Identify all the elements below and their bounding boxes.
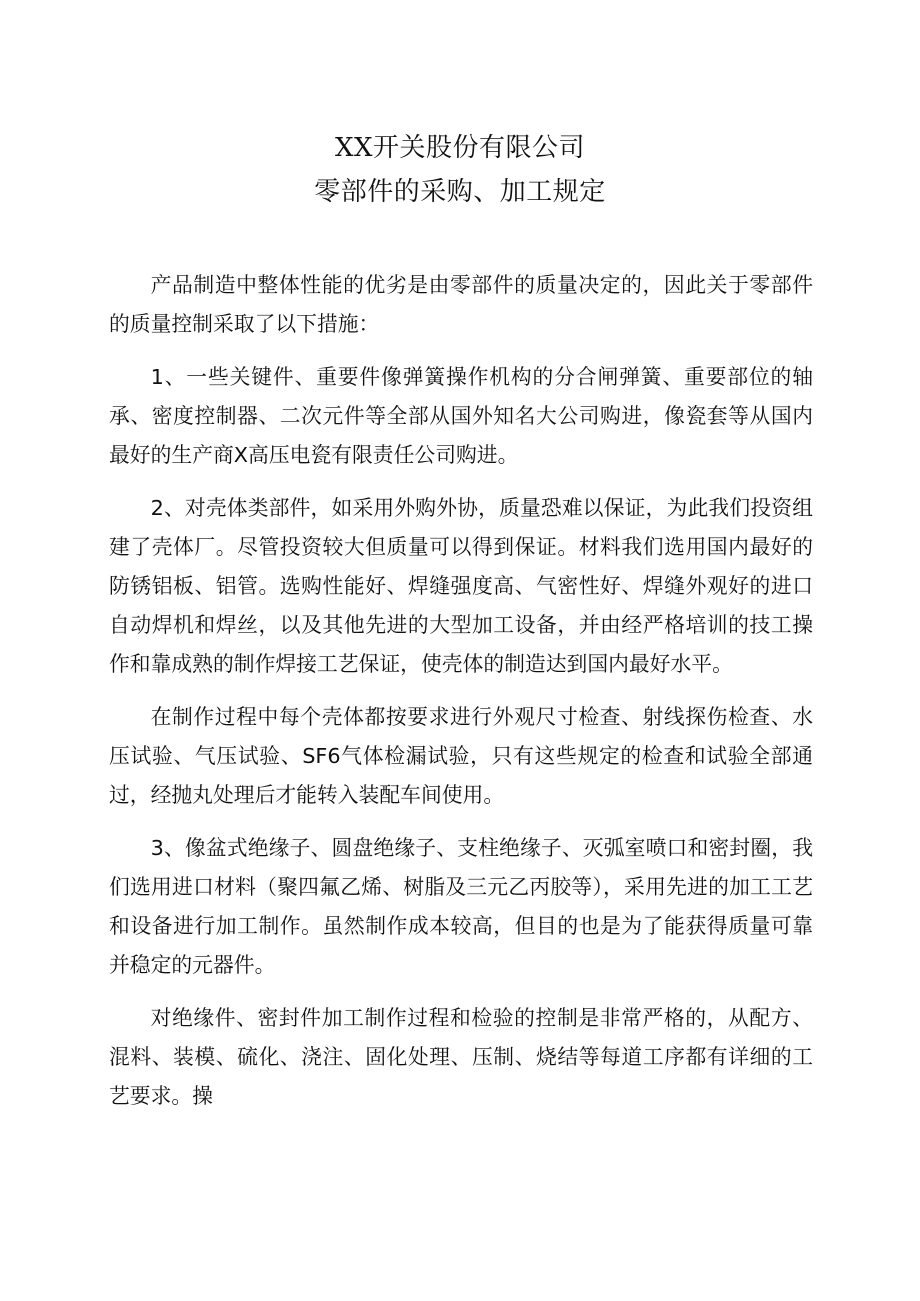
document-body <box>109 266 813 1130</box>
paragraph-item-3: 3、像盆式绝缘子、圆盘绝缘子、支柱绝缘子、灭弧室喷口和密封圈，我们选用进口材料（聚四氟乙烯、树脂及三元乙丙胶等），采用先进的加工工艺和设备进行加工制作。虽然制作成本较高，但目的也是为了能获得质量可靠并稳定的元器件。 <box>109 836 813 977</box>
title-block <box>0 126 920 214</box>
paragraph-insulation-control: 对绝缘件、密封件加工制作过程和检验的控制是非常严格的，从配方、混料、装模、硫化、浇注、固化处理、压制、烧结等每道工序都有详细的工艺要求。操 <box>109 1006 813 1108</box>
document-title: 零部件的采购、加工规定 <box>314 177 606 207</box>
paragraph-item-1: 1、一些关键件、重要件像弹簧操作机构的分合闸弹簧、重要部位的轴承、密度控制器、二次元件等全部从国外知名大公司购进，像瓷套等从国内最好的生产商X高压电瓷有限责任公司购进。 <box>109 365 813 467</box>
paragraph-shell-inspection: 在制作过程中每个壳体都按要求进行外观尺寸检查、射线探伤检查、水压试验、气压试验、SF6气体检漏试验，只有这些规定的检查和试验全部通过，经抛丸处理后才能转入装配车间使用。 <box>109 705 813 807</box>
company-title: XX开关股份有限公司 <box>334 133 586 163</box>
paragraph-item-2: 2、对壳体类部件，如采用外购外协，质量恐难以保证，为此我们投资组建了壳体厂。尽管投资较大但质量可以得到保证。材料我们选用国内最好的防锈铝板、铝管。选购性能好、焊缝强度高、气密性好、焊缝外观好的进口自动焊机和焊丝，以及其他先进的大型加工设备，并由经严格培训的技工操作和靠成熟的制作焊接工艺保证，使壳体的制造达到国内最好水平。 <box>109 496 813 676</box>
paragraph-intro: 产品制造中整体性能的优劣是由零部件的质量决定的，因此关于零部件的质量控制采取了以下措施： <box>109 273 813 336</box>
